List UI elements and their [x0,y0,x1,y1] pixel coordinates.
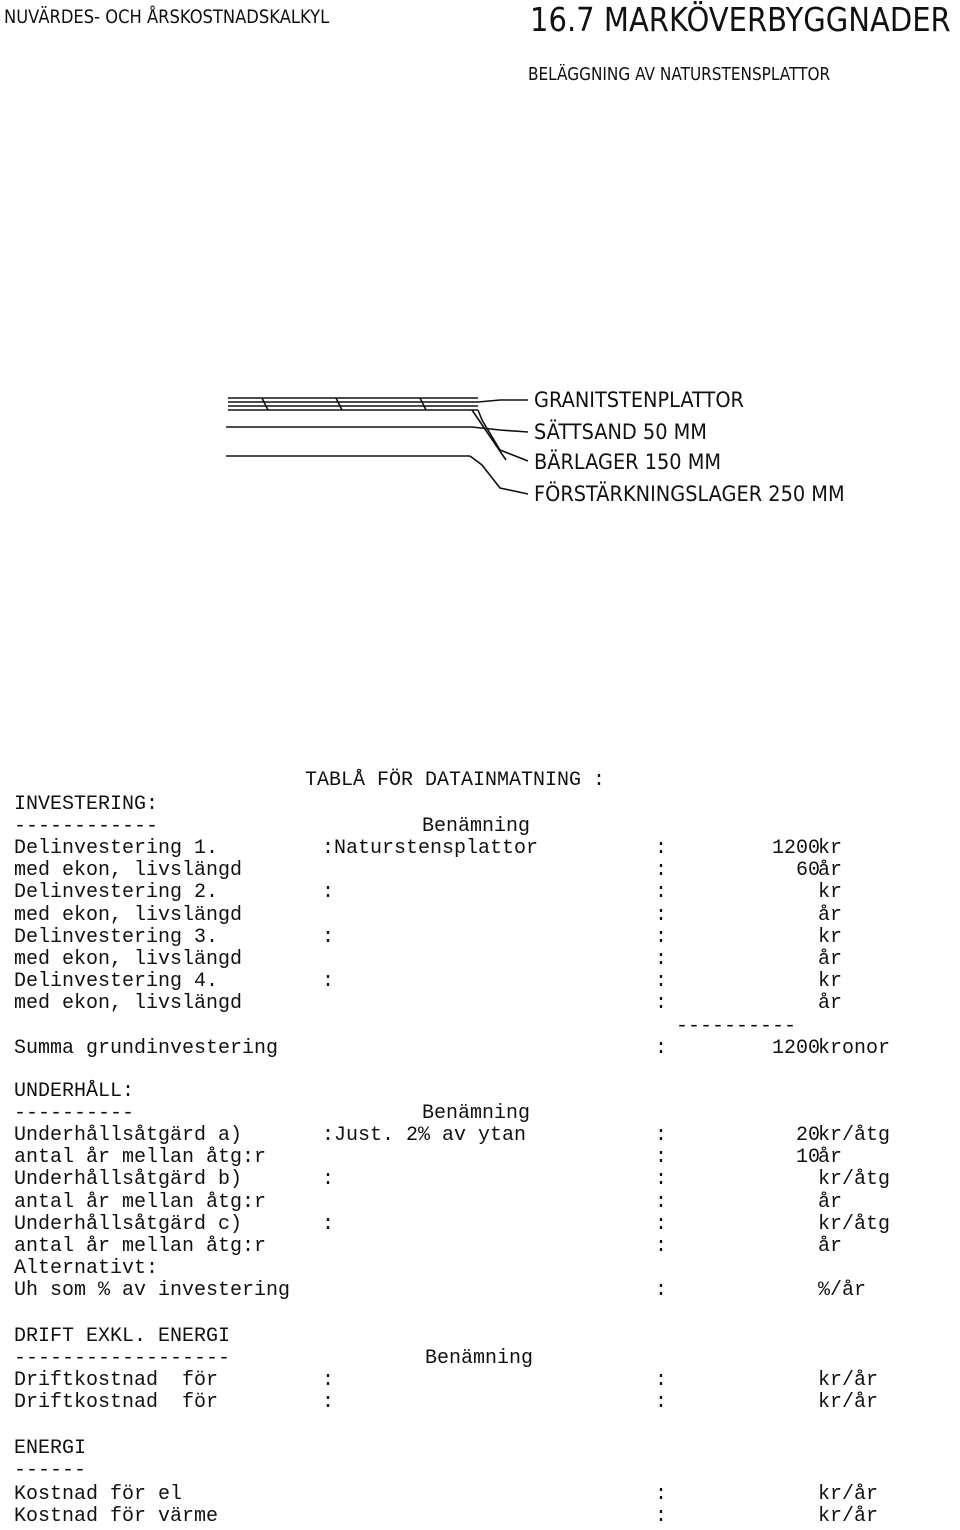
investering-underline: ------------ [14,815,159,838]
row-label: Kostnad för el [14,1483,183,1506]
row-label: Delinvestering 2. [14,881,219,905]
row-colon: : [655,903,668,927]
row-value: 1200 [771,837,820,860]
row-colon: : [655,1369,668,1392]
sum-value: 1200 [771,1037,820,1060]
row-unit: kr [818,837,843,860]
table-row [0,1279,960,1301]
sum-label: Summa grundinvestering [14,1037,279,1060]
row-unit: år [818,1190,843,1214]
table-title: TABLÅ FÖR DATAINMATNING : [305,769,606,792]
row-colon: : [655,992,668,1016]
row-mid: : [322,925,335,949]
row-mid: : [322,1168,335,1192]
row-colon: : [655,1235,668,1258]
row-unit: kr [818,925,843,949]
underhall-heading: UNDERHÅLL: [14,1080,135,1103]
sum-colon: : [655,1037,668,1060]
row-colon: : [655,859,668,883]
row-label: med ekon, livslängd [14,903,243,927]
row-mid: : [322,1212,335,1236]
drift-benamning-header: Benämning [425,1347,534,1370]
row-mid: : [322,1369,335,1392]
drift-underline: ------------------ [14,1347,231,1370]
row-label: Underhållsåtgärd a) [14,1124,243,1147]
table-row [0,1124,960,1146]
row-unit: år [818,1146,843,1170]
drift-heading: DRIFT EXKL. ENERGI [14,1325,231,1348]
document-header-right: 16.7 MARKÖVERBYGGNADER [530,0,951,39]
row-unit: kr/åtg [818,1124,891,1147]
sum-unit: kronor [818,1037,891,1060]
row-label: Driftkostnad för [14,1369,219,1392]
table-row [0,859,960,881]
row-unit: år [818,859,843,883]
row-mid: : [322,1391,335,1415]
row-colon: : [655,881,668,905]
row-colon: : [655,1146,668,1170]
table-row [0,1483,960,1505]
table-row [0,1235,960,1257]
row-unit: kr/år [818,1391,879,1415]
table-row [0,837,960,859]
table-row [0,881,960,903]
row-colon: : [655,1391,668,1415]
row-label: Kostnad för värme [14,1505,219,1529]
row-unit: kr/år [818,1369,879,1392]
row-unit: kr [818,881,843,905]
row-label: med ekon, livslängd [14,992,243,1016]
document-header-left: NUVÄRDES- OCH ÅRSKOSTNADSKALKYL [4,6,330,28]
layer-label-sand: SÄTTSAND 50 MM [534,420,707,444]
row-colon: : [655,1124,668,1147]
row-colon: : [655,1505,668,1529]
row-label: Underhållsåtgärd c) [14,1212,243,1236]
row-label: antal år mellan åtg:r [14,1146,267,1170]
row-unit: kr/år [818,1483,879,1506]
table-row [0,1257,960,1279]
row-unit: kr/åtg [818,1212,891,1236]
layer-label-subbase: FÖRSTÄRKNINGSLAGER 250 MM [534,482,845,506]
row-colon: : [655,925,668,949]
row-label: Driftkostnad för [14,1391,219,1415]
row-unit: kr/år [818,1505,879,1529]
row-colon: : [655,1168,668,1192]
row-mid: : [322,970,335,994]
row-label: antal år mellan åtg:r [14,1235,267,1258]
row-value: 10 [795,1146,820,1170]
section-subtitle: BELÄGGNING AV NATURSTENSPLATTOR [528,64,831,85]
investering-benamning-header: Benämning [422,815,531,838]
row-mid: : [322,881,335,905]
sum-divider: ---------- [676,1015,797,1038]
row-colon: : [655,1279,668,1303]
table-row [0,1146,960,1168]
table-row [0,970,960,992]
table-row [0,1391,960,1413]
underhall-underline: ---------- [14,1102,135,1125]
row-colon: : [655,1190,668,1214]
row-unit: år [818,992,843,1016]
table-row [0,1168,960,1190]
row-value: 20 [795,1124,820,1147]
table-row [0,904,960,926]
row-mid: :Naturstensplattor [322,837,539,860]
row-unit: år [818,903,843,927]
row-colon: : [655,970,668,994]
pavement-layer-diagram [0,0,960,540]
investering-heading: INVESTERING: [14,793,159,816]
row-colon: : [655,837,668,860]
table-row [0,1213,960,1235]
table-row [0,948,960,970]
row-unit: kr [818,970,843,994]
row-label: Delinvestering 4. [14,970,219,994]
row-label: Alternativt: [14,1257,159,1281]
row-label: antal år mellan åtg:r [14,1190,267,1214]
row-colon: : [655,1483,668,1506]
row-label: Delinvestering 3. [14,925,219,949]
layer-label-base: BÄRLAGER 150 MM [534,450,722,474]
sum-row [0,1037,960,1059]
energi-underline: ------ [14,1459,87,1482]
row-label: med ekon, livslängd [14,948,243,971]
row-label: med ekon, livslängd [14,859,243,883]
row-unit: %/år [818,1279,867,1303]
table-row [0,1191,960,1213]
energi-heading: ENERGI [14,1437,87,1460]
layer-label-granite: GRANITSTENPLATTOR [534,388,744,412]
row-label: Underhållsåtgärd b) [14,1168,243,1192]
table-row [0,1369,960,1391]
row-value: 60 [795,859,820,883]
underhall-benamning-header: Benämning [422,1102,531,1125]
row-label: Delinvestering 1. [14,837,219,860]
table-row [0,992,960,1014]
row-unit: år [818,948,843,971]
row-unit: kr/åtg [818,1168,891,1192]
table-row [0,926,960,948]
row-unit: år [818,1235,843,1258]
row-label: Uh som % av investering [14,1279,291,1303]
row-mid: :Just. 2% av ytan [322,1124,527,1147]
row-colon: : [655,1212,668,1236]
row-colon: : [655,948,668,971]
table-row [0,1505,960,1527]
